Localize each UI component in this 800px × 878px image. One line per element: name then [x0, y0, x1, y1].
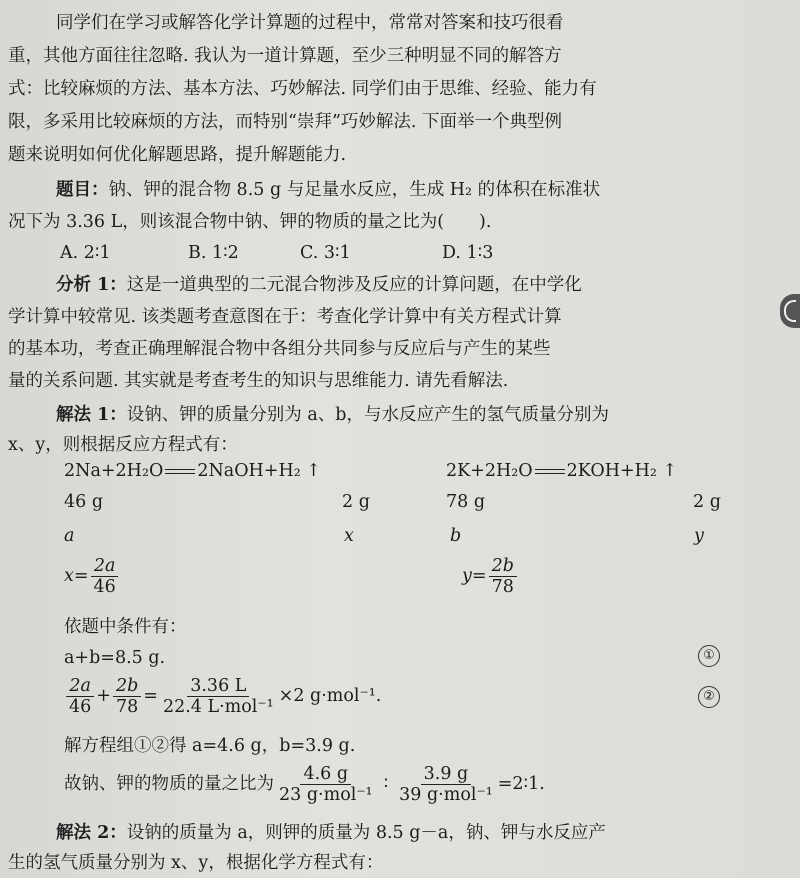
analysis-line-2: 学计算中较常见. 该类题考查意图在于：考查化学计算中有关方程式计算: [8, 307, 562, 327]
ratio-f1n: 4.6 g: [300, 764, 351, 785]
condition-2-mark: ②: [698, 686, 720, 708]
solve-line: 解方程组①②得 a=4.6 g，b=3.9 g.: [64, 736, 356, 756]
eq-k-rhs: 2KOH+H₂ ↑: [566, 461, 678, 481]
ratio-line: [64, 764, 545, 805]
x-lhs: x=: [64, 566, 89, 586]
tab-arc-icon: [784, 300, 796, 322]
option-a: A. 2∶1: [60, 243, 111, 263]
ratio-prefix: 故钠、钾的物质的量之比为: [64, 774, 274, 794]
ratio-frac-1: [276, 764, 376, 805]
y-den: 78: [491, 577, 514, 597]
analysis-line-1: [56, 270, 800, 300]
c2-f1d: 46: [69, 697, 92, 717]
option-c: C. 3∶1: [300, 243, 351, 263]
option-d: D. 1∶3: [442, 243, 494, 263]
eq-k-mass-2: 2 g: [693, 492, 721, 512]
eq-k-sign: [535, 469, 565, 474]
analysis-label: 分析 1：: [56, 275, 127, 295]
ratio-f2d: 39 g·mol⁻¹: [399, 785, 493, 805]
intro-line-5: 题来说明如何优化解题思路，提升解题能力.: [8, 145, 347, 165]
problem-label: 题目：: [56, 180, 109, 200]
analysis-line-4: 量的关系问题. 其实就是考查考生的知识与思维能力. 请先看解法.: [8, 371, 509, 391]
eq-na-lhs: 2Na+2H₂O: [64, 461, 164, 481]
y-lhs: y=: [462, 566, 487, 586]
c2-frac-2: [113, 676, 141, 717]
c2-frac-3: [160, 676, 277, 717]
eq-na-rhs: 2NaOH+H₂ ↑: [197, 461, 321, 481]
problem-line-1: [56, 175, 800, 205]
page-edge-tab: [780, 294, 800, 328]
eq-na-mass-2: 2 g: [342, 492, 370, 512]
method2-line-2: 生的氢气质量分别为 x、y，根据化学方程式有：: [8, 853, 384, 873]
intro-line-3: 式：比较麻烦的方法、基本方法、巧妙解法. 同学们由于思维、经验、能力有: [8, 79, 597, 99]
method2-text-1: 设钠的质量为 a，则钾的质量为 8.5 g－a，钠、钾与水反应产: [126, 823, 606, 843]
analysis-line-3: 的基本功，考查正确理解混合物中各组分共同参与反应后与产生的某些: [8, 339, 551, 359]
eq-na-var-2: x: [344, 526, 354, 546]
x-num: 2a: [91, 556, 119, 577]
y-num: 2b: [489, 556, 517, 577]
eq-k-var-2: y: [694, 526, 704, 546]
x-den: 46: [93, 577, 116, 597]
intro-line-1: 同学们在学习或解答化学计算题的过程中，常常对答案和技巧很看: [56, 13, 564, 33]
ratio-f1d: 23 g·mol⁻¹: [279, 785, 373, 805]
option-b: B. 1∶2: [188, 243, 239, 263]
x-fraction: [91, 556, 119, 597]
condition-1-mark: ①: [698, 645, 720, 667]
c2-f3n: 3.36 L: [187, 676, 249, 697]
equation-sodium: [64, 458, 321, 484]
intro-line-2: 重，其他方面往往忽略. 我认为一道计算题，至少三种明显不同的解答方: [8, 46, 562, 66]
x-expression: [64, 556, 121, 597]
ratio-frac-2: [396, 764, 496, 805]
c2-f2n: 2b: [113, 676, 141, 697]
eq-k-mass-1: 78 g: [446, 492, 486, 512]
c2-f3d: 22.4 L·mol⁻¹: [162, 697, 274, 717]
c2-f1n: 2a: [66, 676, 94, 697]
condition-intro: 依题中条件有：: [64, 617, 187, 637]
c2-plus: +: [96, 686, 111, 706]
c2-f2d: 78: [115, 697, 139, 717]
intro-line-4: 限，多采用比较麻烦的方法，而特别“崇拜”巧妙解法. 下面举一个典型例: [8, 112, 563, 132]
ratio-tail: =2∶1.: [497, 774, 545, 794]
eq-na-mass-1: 46 g: [64, 492, 104, 512]
problem-text-1: 钠、钾的混合物 8.5 g 与足量水反应，生成 H₂ 的体积在标准状: [108, 180, 601, 200]
method1-label: 解法 1：: [56, 405, 127, 425]
method2-line-1: [56, 818, 800, 848]
eq-k-lhs: 2K+2H₂O: [446, 461, 533, 481]
method1-line-1: [56, 400, 800, 430]
condition-2: [64, 676, 381, 717]
c2-eq: =: [143, 686, 158, 706]
condition-1: a+b=8.5 g.: [64, 648, 166, 668]
ratio-f2n: 3.9 g: [421, 764, 472, 785]
eq-k-var-1: b: [450, 526, 462, 546]
method2-label: 解法 2：: [56, 823, 127, 843]
y-expression: [462, 556, 519, 597]
c2-tail: ×2 g·mol⁻¹.: [278, 686, 382, 706]
eq-na-sign: [165, 469, 195, 474]
method1-text-1: 设钠、钾的质量分别为 a、b，与水反应产生的氢气质量分别为: [126, 405, 609, 425]
analysis-text-1: 这是一道典型的二元混合物涉及反应的计算问题，在中学化: [126, 275, 582, 295]
y-fraction: [489, 556, 517, 597]
eq-na-var-1: a: [64, 526, 75, 546]
equation-potassium: [446, 458, 677, 484]
ratio-sep: ∶: [383, 774, 389, 794]
problem-line-2: 况下为 3.36 L，则该混合物中钠、钾的物质的量之比为( ).: [8, 212, 492, 232]
method1-line-2: x、y，则根据反应方程式有：: [8, 435, 238, 455]
c2-frac-1: [66, 676, 94, 717]
